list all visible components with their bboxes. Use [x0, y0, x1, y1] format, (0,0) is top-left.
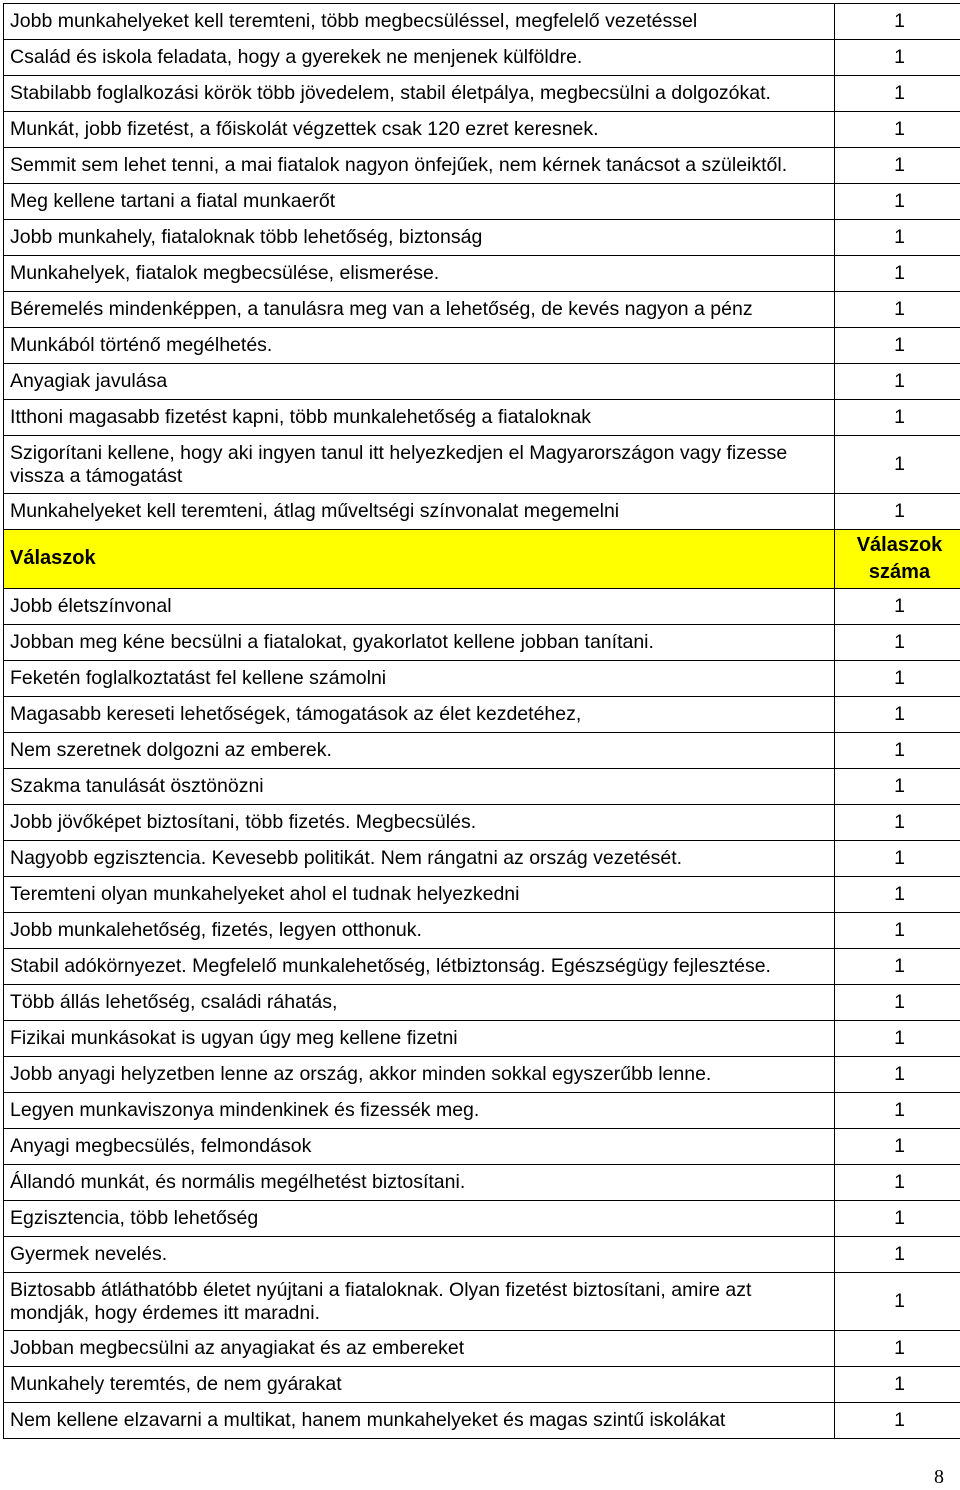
- table-row: [4, 1403, 960, 1439]
- response-count-cell: 1: [835, 1165, 960, 1201]
- response-text-cell: Szigorítani kellene, hogy aki ingyen tanul itt helyezkedjen el Magyarországon vagy fizesse vissza a támogatást: [4, 436, 835, 494]
- response-count-cell: 1: [835, 1021, 960, 1057]
- table-row: [4, 40, 960, 76]
- response-text-cell: Jobban meg kéne becsülni a fiatalokat, gyakorlatot kellene jobban tanítani.: [4, 625, 835, 661]
- response-text-cell: Jobb életszínvonal: [4, 589, 835, 625]
- response-count-cell: 1: [835, 76, 960, 112]
- response-count-cell: 1: [835, 1057, 960, 1093]
- table-row: [4, 436, 960, 494]
- response-text-cell: Munkahely teremtés, de nem gyárakat: [4, 1367, 835, 1403]
- response-text-cell: Anyagi megbecsülés, felmondások: [4, 1129, 835, 1165]
- response-text-cell: Egzisztencia, több lehetőség: [4, 1201, 835, 1237]
- response-text-cell: Magasabb kereseti lehetőségek, támogatások az élet kezdetéhez,: [4, 697, 835, 733]
- response-count-cell: 1: [835, 40, 960, 76]
- table-row: [4, 625, 960, 661]
- table-row: [4, 364, 960, 400]
- response-count-cell: 1: [835, 661, 960, 697]
- response-text-cell: Állandó munkát, és normális megélhetést biztosítani.: [4, 1165, 835, 1201]
- response-text-cell: Biztosabb átláthatóbb életet nyújtani a fiataloknak. Olyan fizetést biztosítani, amire azt mondják, hogy érdemes itt maradni.: [4, 1273, 835, 1331]
- table-row: [4, 4, 960, 40]
- responses-header-section: [4, 530, 960, 589]
- response-count-cell: 1: [835, 328, 960, 364]
- answers-header-cell: Válaszok: [4, 530, 835, 589]
- table-row: [4, 769, 960, 805]
- response-count-cell: 1: [835, 769, 960, 805]
- response-count-cell: 1: [835, 913, 960, 949]
- table-row: [4, 841, 960, 877]
- response-text-cell: Jobban megbecsülni az anyagiakat és az embereket: [4, 1331, 835, 1367]
- response-count-cell: 1: [835, 697, 960, 733]
- table-row: [4, 1165, 960, 1201]
- responses-table-body-top: [4, 4, 960, 530]
- response-count-cell: 1: [835, 1403, 960, 1439]
- response-count-cell: 1: [835, 949, 960, 985]
- response-count-cell: 1: [835, 1367, 960, 1403]
- response-count-cell: 1: [835, 985, 960, 1021]
- response-text-cell: Itthoni magasabb fizetést kapni, több munkalehetőség a fiataloknak: [4, 400, 835, 436]
- table-row: [4, 697, 960, 733]
- responses-table: [3, 3, 960, 1439]
- table-row: [4, 1093, 960, 1129]
- table-row: [4, 400, 960, 436]
- response-text-cell: Legyen munkaviszonya mindenkinek és fizessék meg.: [4, 1093, 835, 1129]
- table-row: [4, 494, 960, 530]
- table-header-row: [4, 530, 960, 589]
- table-row: [4, 292, 960, 328]
- table-row: [4, 949, 960, 985]
- response-count-cell: 1: [835, 292, 960, 328]
- table-row: [4, 112, 960, 148]
- response-text-cell: Anyagiak javulása: [4, 364, 835, 400]
- table-row: [4, 1021, 960, 1057]
- table-row: [4, 1237, 960, 1273]
- table-row: [4, 256, 960, 292]
- table-row: [4, 1331, 960, 1367]
- response-text-cell: Jobb anyagi helyzetben lenne az ország, akkor minden sokkal egyszerűbb lenne.: [4, 1057, 835, 1093]
- response-count-cell: 1: [835, 400, 960, 436]
- response-count-cell: 1: [835, 1093, 960, 1129]
- table-row: [4, 805, 960, 841]
- response-count-cell: 1: [835, 625, 960, 661]
- response-text-cell: Semmit sem lehet tenni, a mai fiatalok nagyon önfejűek, nem kérnek tanácsot a szüleiktől.: [4, 148, 835, 184]
- response-count-cell: 1: [835, 112, 960, 148]
- table-row: [4, 1057, 960, 1093]
- response-count-cell: 1: [835, 805, 960, 841]
- table-row: [4, 985, 960, 1021]
- response-count-cell: 1: [835, 494, 960, 530]
- response-count-cell: 1: [835, 364, 960, 400]
- response-text-cell: Jobb jövőképet biztosítani, több fizetés. Megbecsülés.: [4, 805, 835, 841]
- response-text-cell: Munkát, jobb fizetést, a főiskolát végzettek csak 120 ezret keresnek.: [4, 112, 835, 148]
- table-row: [4, 1129, 960, 1165]
- response-text-cell: Jobb munkalehetőség, fizetés, legyen otthonuk.: [4, 913, 835, 949]
- response-text-cell: Nem szeretnek dolgozni az emberek.: [4, 733, 835, 769]
- response-count-cell: 1: [835, 1129, 960, 1165]
- response-text-cell: Nem kellene elzavarni a multikat, hanem munkahelyeket és magas szintű iskolákat: [4, 1403, 835, 1439]
- response-count-cell: 1: [835, 589, 960, 625]
- response-count-cell: 1: [835, 1201, 960, 1237]
- response-text-cell: Meg kellene tartani a fiatal munkaerőt: [4, 184, 835, 220]
- table-row: [4, 1201, 960, 1237]
- response-text-cell: Gyermek nevelés.: [4, 1237, 835, 1273]
- response-text-cell: Béremelés mindenképpen, a tanulásra meg van a lehetőség, de kevés nagyon a pénz: [4, 292, 835, 328]
- response-count-cell: 1: [835, 1331, 960, 1367]
- page-number: 8: [934, 1466, 944, 1488]
- response-text-cell: Család és iskola feladata, hogy a gyerekek ne menjenek külföldre.: [4, 40, 835, 76]
- response-text-cell: Jobb munkahely, fiataloknak több lehetőség, biztonság: [4, 220, 835, 256]
- table-row: [4, 877, 960, 913]
- table-row: [4, 589, 960, 625]
- table-row: [4, 148, 960, 184]
- response-text-cell: Fizikai munkásokat is ugyan úgy meg kellene fizetni: [4, 1021, 835, 1057]
- response-text-cell: Több állás lehetőség, családi ráhatás,: [4, 985, 835, 1021]
- response-count-cell: 1: [835, 256, 960, 292]
- table-row: [4, 328, 960, 364]
- table-row: [4, 1273, 960, 1331]
- response-text-cell: Teremteni olyan munkahelyeket ahol el tudnak helyezkedni: [4, 877, 835, 913]
- response-count-cell: 1: [835, 184, 960, 220]
- response-text-cell: Feketén foglalkoztatást fel kellene számolni: [4, 661, 835, 697]
- response-count-cell: 1: [835, 841, 960, 877]
- response-text-cell: Munkahelyeket kell teremteni, átlag műveltségi színvonalat megemelni: [4, 494, 835, 530]
- response-count-cell: 1: [835, 4, 960, 40]
- table-row: [4, 184, 960, 220]
- response-text-cell: Stabil adókörnyezet. Megfelelő munkalehetőség, létbiztonság. Egészségügy fejlesztése.: [4, 949, 835, 985]
- table-row: [4, 76, 960, 112]
- table-row: [4, 913, 960, 949]
- count-header-cell: Válaszok száma: [835, 530, 960, 589]
- response-count-cell: 1: [835, 1237, 960, 1273]
- response-count-cell: 1: [835, 1273, 960, 1331]
- response-count-cell: 1: [835, 220, 960, 256]
- response-text-cell: Nagyobb egzisztencia. Kevesebb politikát. Nem rángatni az ország vezetését.: [4, 841, 835, 877]
- response-count-cell: 1: [835, 148, 960, 184]
- response-count-cell: 1: [835, 733, 960, 769]
- response-count-cell: 1: [835, 877, 960, 913]
- response-text-cell: Munkahelyek, fiatalok megbecsülése, elismerése.: [4, 256, 835, 292]
- response-count-cell: 1: [835, 436, 960, 494]
- response-text-cell: Stabilabb foglalkozási körök több jövedelem, stabil életpálya, megbecsülni a dolgozókat.: [4, 76, 835, 112]
- table-row: [4, 220, 960, 256]
- response-text-cell: Jobb munkahelyeket kell teremteni, több megbecsüléssel, megfelelő vezetéssel: [4, 4, 835, 40]
- response-text-cell: Munkából történő megélhetés.: [4, 328, 835, 364]
- table-row: [4, 1367, 960, 1403]
- response-text-cell: Szakma tanulását ösztönözni: [4, 769, 835, 805]
- responses-table-body-bottom: [4, 589, 960, 1439]
- table-row: [4, 661, 960, 697]
- table-row: [4, 733, 960, 769]
